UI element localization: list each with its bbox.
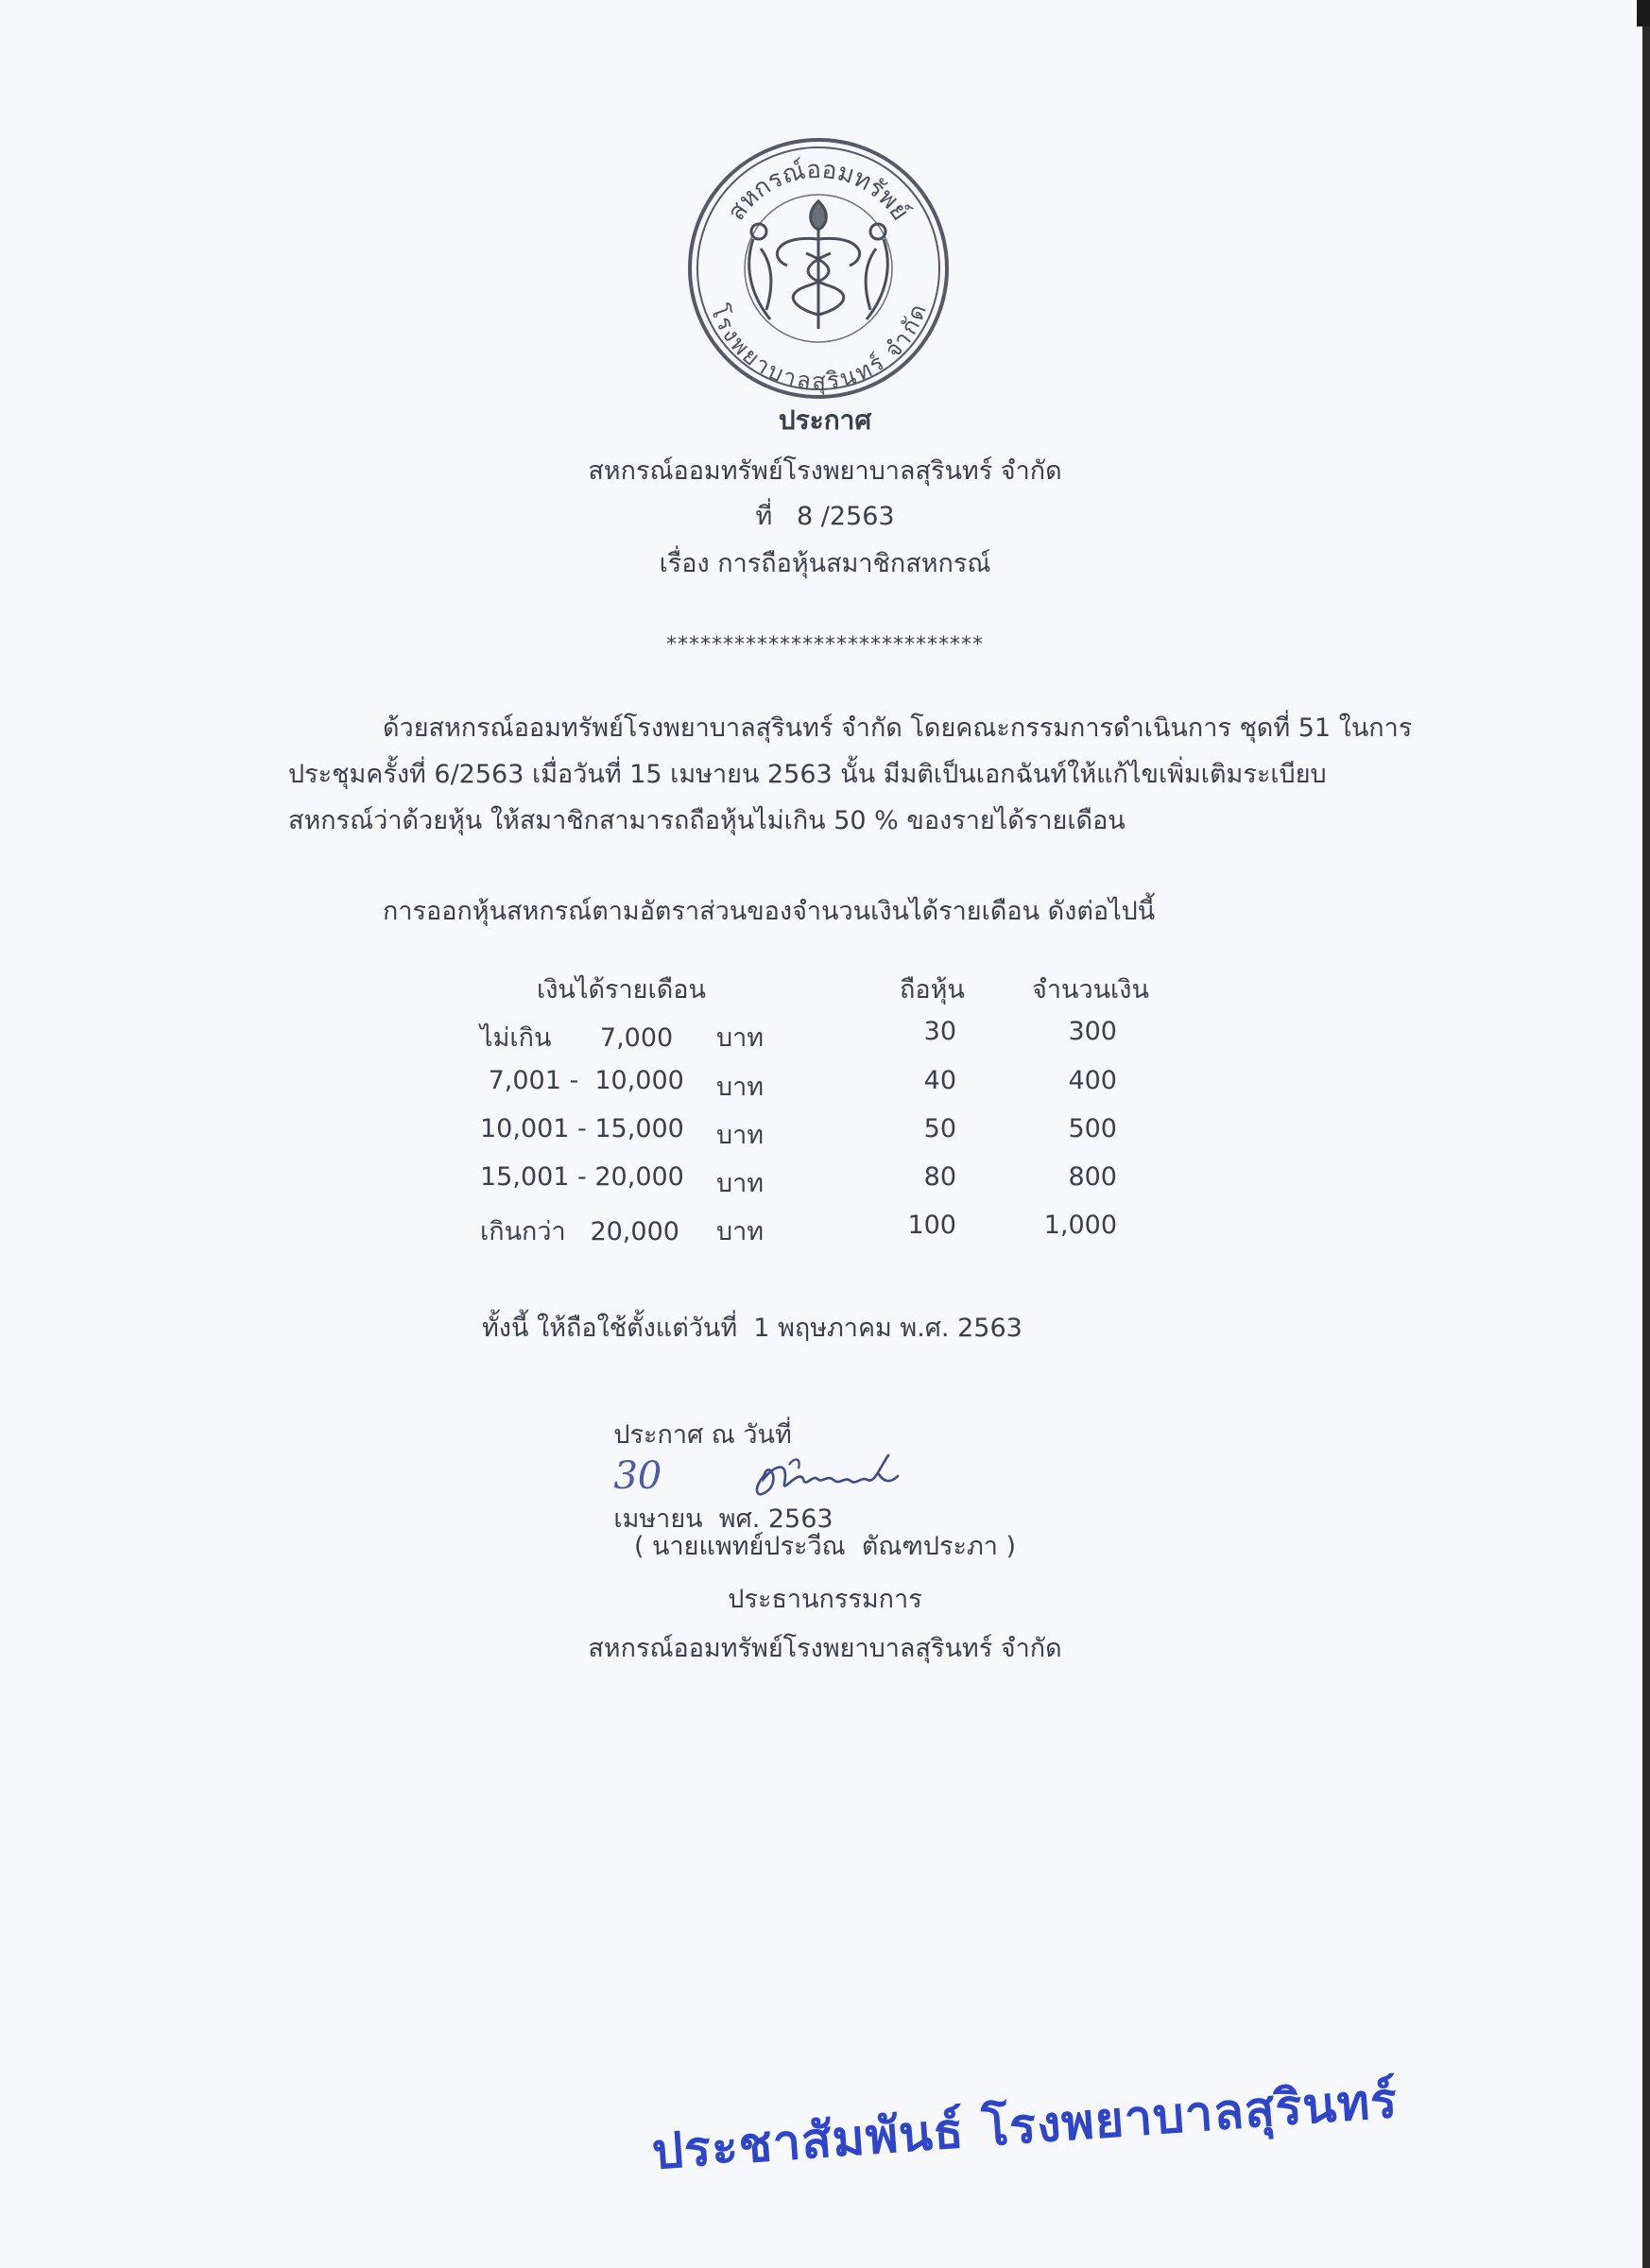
table-row-amount: 300 [1068,1017,1117,1046]
table-row-shares: 80 [923,1162,956,1192]
table-row-amount: 800 [1068,1162,1117,1192]
table-row-unit: บาท [716,1217,765,1246]
table-row-unit: บาท [716,1121,765,1150]
scan-edge [1642,0,1650,2268]
seal-top-text: สหกรณ์ออมทรัพย์ [722,155,915,227]
signature-image [747,1436,926,1503]
table-row-amount: 500 [1068,1114,1117,1143]
table-row-shares: 100 [907,1211,956,1240]
announce-prefix: ประกาศ ณ วันที่ [613,1420,792,1450]
signer-position: ประธานกรรมการ [728,1585,922,1614]
scan-corner [1637,0,1650,26]
announcement-number: ที่ 8 /2563 [755,502,895,531]
table-row-range: เกินกว่า 20,000 [480,1217,679,1246]
header-shares: ถือหุ้น [900,975,965,1005]
pr-stamp: ประชาสัมพันธ์ โรงพยาบาลสุรินทร์ [650,2071,1401,2181]
body-line-1: ด้วยสหกรณ์ออมทรัพย์โรงพยาบาลสุรินทร์ จำกัด โดยคณะกรรมการดำเนินการ ชุดที่ 51 ในการ [383,713,1413,743]
signer-org: สหกรณ์ออมทรัพย์โรงพยาบาลสุรินทร์ จำกัด [588,1634,1062,1663]
table-row-range: 15,001 - 20,000 [480,1162,684,1192]
page-title: ประกาศ [778,404,872,436]
body-line-3: สหกรณ์ว่าด้วยหุ้น ให้สมาชิกสามารถถือหุ้นไม่เกิน 50 % ของรายได้รายเดือน [288,806,1126,835]
body-paragraph [288,705,1451,844]
org-name: สหกรณ์ออมทรัพย์โรงพยาบาลสุรินทร์ จำกัด [588,456,1062,486]
table-row-unit: บาท [716,1169,765,1198]
table-row-range: 7,001 - 10,000 [480,1066,684,1095]
separator: **************************** [666,633,984,657]
announce-suffix: เมษายน พศ. 2563 [613,1504,834,1534]
handwritten-day: 30 [613,1454,662,1498]
table-row-range: ไม่เกิน 7,000 [480,1023,674,1053]
table-row-amount: 400 [1068,1066,1117,1095]
table-row-shares: 50 [923,1114,956,1143]
table-row-amount: 1,000 [1043,1211,1117,1240]
header-income: เงินได้รายเดือน [537,975,706,1005]
table-row-shares: 40 [923,1066,956,1095]
table-intro: การออกหุ้นสหกรณ์ตามอัตราส่วนของจำนวนเงินได้รายเดือน ดังต่อไปนี้ [383,897,1156,926]
body-line-2: ประชุมครั้งที่ 6/2563 เมื่อวันที่ 15 เมษายน 2563 นั้น มีมติเป็นเอกฉันท์ให้แก้ไขเพิ่มเติมระเบียบ [288,760,1327,789]
header-amount: จำนวนเงิน [1032,975,1149,1005]
effective-date: ทั้งนี้ ให้ถือใช้ตั้งแต่วันที่ 1 พฤษภาคม พ.ศ. 2563 [482,1314,1023,1343]
cooperative-seal-icon [685,135,952,402]
table-row-range: 10,001 - 15,000 [480,1114,684,1143]
signer-name: ( นายแพทย์ประวีณ ตัณฑประภา ) [633,1532,1017,1561]
table-row-unit: บาท [716,1073,765,1102]
table-row-shares: 30 [923,1017,956,1046]
subject-line: เรื่อง การถือหุ้นสมาชิกสหกรณ์ [659,549,991,578]
seal-bottom-text: โรงพยาบาลสุรินทร์ จำกัด [705,301,932,395]
table-row-unit: บาท [716,1023,765,1053]
